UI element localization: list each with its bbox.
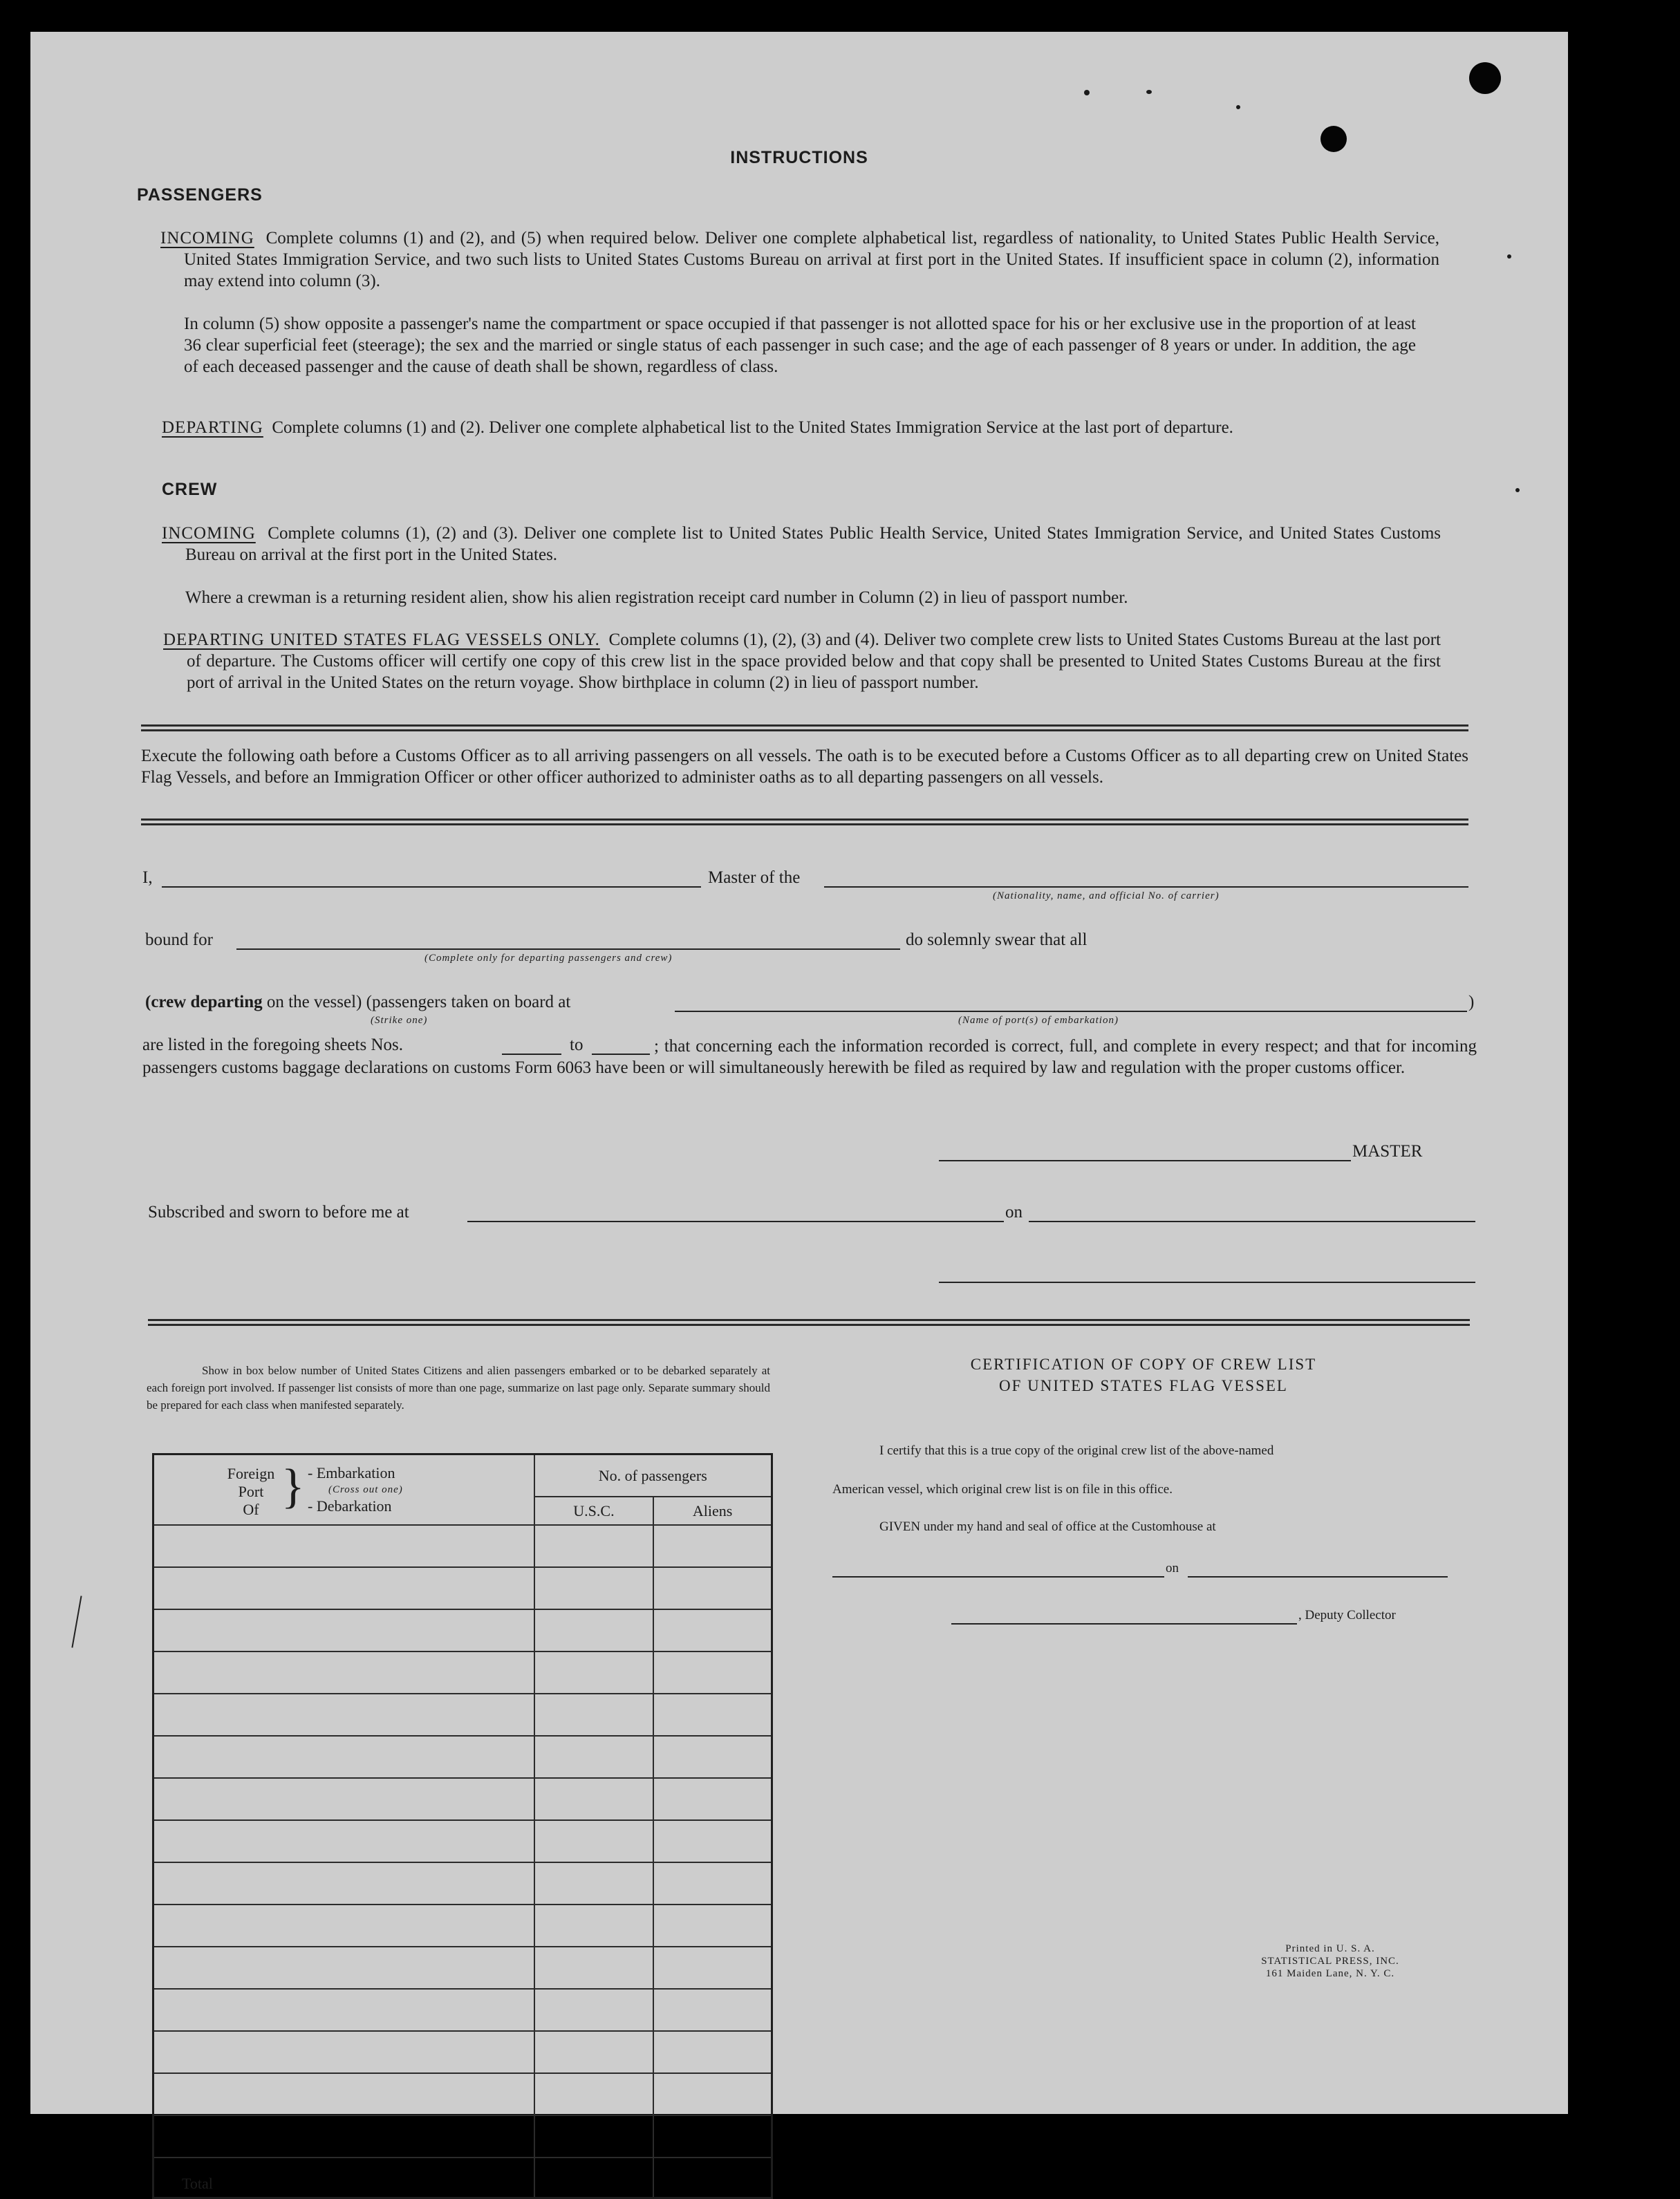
- passengers-incoming-lead: INCOMING: [160, 229, 254, 247]
- crew-incoming-paragraph: [162, 523, 1441, 565]
- summary-row: [153, 1947, 772, 1989]
- document-page: [30, 32, 1568, 2192]
- embarkation-label: - Embarkation: [308, 1464, 395, 1481]
- passengers-incoming-column5-paragraph: In column (5) show opposite a passenger's name the compartment or space occupied if that passenger is not allotted space for his or her exclusive use in the proportion of at least 36 clear superficial feet (steerage); the sex and the married or single status of each passenger in such case; and the age of each passenger of 8 years or under. In addition, the age of each deceased passenger and the cause of death shall be shown, regardless of class.: [184, 315, 1416, 376]
- summary-port-cell[interactable]: [153, 1778, 534, 1820]
- crew-departing-paragraph: [163, 629, 1441, 693]
- summary-usc-cell[interactable]: [534, 2031, 654, 2073]
- section-divider: [141, 724, 1468, 731]
- summary-row: [153, 1905, 772, 1947]
- summary-row: [153, 1778, 772, 1820]
- summary-usc-cell[interactable]: [534, 1778, 654, 1820]
- certification-heading-line1: CERTIFICATION OF COPY OF CREW LIST: [970, 1356, 1317, 1373]
- summary-port-cell[interactable]: [153, 2115, 534, 2158]
- summary-aliens-cell[interactable]: [653, 1778, 772, 1820]
- certification-line3: GIVEN under my hand and seal of office at the Customhouse at: [879, 1519, 1216, 1534]
- summary-aliens-cell[interactable]: [653, 1525, 772, 1567]
- summary-port-cell[interactable]: [153, 1736, 534, 1778]
- passengers-departing-lead: DEPARTING: [162, 418, 263, 437]
- summary-row: [153, 1694, 772, 1736]
- summary-usc-cell[interactable]: [534, 1989, 654, 2031]
- summary-aliens-cell[interactable]: [653, 2031, 772, 2073]
- summary-row: [153, 1525, 772, 1567]
- crew-departing-text: Complete columns (1), (2), (3) and (4). Deliver two complete crew lists to United States Customs Bureau at the last port of departure. The Customs officer will certify one copy of this crew list in the space provided below and that copy shall be presented to United States Customs Bureau at the first port of arrival in the United States on the return voyage. Show birthplace in column (2) in lieu of passport number.: [187, 630, 1441, 692]
- to-label: to: [570, 1036, 584, 1054]
- port-caption: (Name of port(s) of embarkation): [958, 1015, 1119, 1026]
- passengers-heading: PASSENGERS: [137, 185, 263, 205]
- summary-row: [153, 2073, 772, 2115]
- aliens-header: Aliens: [653, 1497, 772, 1525]
- strike-one-caption: (Strike one): [371, 1015, 428, 1026]
- summary-port-cell[interactable]: [153, 1862, 534, 1905]
- port-label: Port: [238, 1483, 264, 1500]
- carrier-field[interactable]: [824, 886, 1468, 888]
- bound-for-caption: (Complete only for departing passengers and crew): [424, 953, 673, 964]
- subscribed-label: Subscribed and sworn to before me at: [148, 1203, 409, 1222]
- certification-line2: American vessel, which original crew list is on file in this office.: [832, 1482, 1173, 1497]
- summary-usc-cell[interactable]: [534, 1736, 654, 1778]
- embarkation-port-field[interactable]: [675, 1011, 1467, 1012]
- of-label: Of: [243, 1501, 259, 1518]
- summary-port-cell[interactable]: [153, 2031, 534, 2073]
- printer-imprint: [1220, 1943, 1441, 1980]
- summary-port-cell[interactable]: [153, 1694, 534, 1736]
- ink-speck: [1236, 105, 1240, 109]
- summary-port-cell[interactable]: [153, 1525, 534, 1567]
- passengers-incoming-paragraph: [160, 227, 1439, 292]
- printer-line1: Printed in U. S. A.: [1285, 1943, 1375, 1954]
- summary-usc-cell[interactable]: [534, 1651, 654, 1694]
- master-signature-field[interactable]: [939, 1160, 1351, 1161]
- section-divider: [141, 818, 1468, 825]
- summary-row: [153, 2115, 772, 2158]
- sworn-place-field[interactable]: [467, 1221, 1004, 1222]
- bound-for-field[interactable]: [236, 948, 900, 950]
- passenger-summary-table: [152, 1453, 773, 2199]
- summary-aliens-cell[interactable]: [653, 1820, 772, 1862]
- foreign-label: Foreign: [227, 1465, 275, 1482]
- summary-port-cell[interactable]: [153, 1651, 534, 1694]
- ink-speck: [1146, 90, 1152, 94]
- ink-speck: [1084, 90, 1090, 95]
- summary-aliens-cell[interactable]: [653, 1609, 772, 1651]
- summary-usc-cell[interactable]: [534, 2115, 654, 2158]
- summary-total-row: [153, 2158, 772, 2198]
- summary-usc-cell[interactable]: [534, 2073, 654, 2115]
- summary-port-cell[interactable]: [153, 1989, 534, 2031]
- summary-row: [153, 1820, 772, 1862]
- passengers-departing-text: Complete columns (1) and (2). Deliver one complete alphabetical list to the United States Immigration Service at the last port of departure.: [272, 418, 1233, 437]
- summary-port-cell[interactable]: [153, 1905, 534, 1947]
- crew-incoming-alien-paragraph: Where a crewman is a returning resident alien, show his alien registration receipt card number in Column (2) in lieu of passport number.: [185, 588, 1128, 607]
- crew-passengers-line: [145, 993, 570, 1012]
- oath-rest-paragraph: ; that concerning each the information recorded is correct, full, and complete in every respect; and that for incoming passengers customs baggage declarations on customs Form 6063 have been or will simultaneously herewith be filed as required by law and regulation with the proper customs officer.: [142, 1037, 1477, 1077]
- oath-instruction-paragraph: Execute the following oath before a Customs Officer as to all arriving passengers on all vessels. The oath is to be executed before a Customs Officer as to all departing crew on United States Flag Vessels, and before an Immigration Officer or other officer authorized to administer oaths as to all departing passengers on all vessels.: [141, 747, 1468, 787]
- summary-usc-cell[interactable]: [534, 1820, 654, 1862]
- passengers-taken-label: (passengers taken on board at: [366, 993, 571, 1011]
- on-vessel-label: on the vessel): [266, 993, 362, 1011]
- debarkation-label: - Debarkation: [308, 1497, 392, 1515]
- summary-aliens-cell[interactable]: [653, 1862, 772, 1905]
- summary-row: [153, 1567, 772, 1609]
- crew-incoming-text: Complete columns (1), (2) and (3). Deliver one complete list to United States Public Health Service, United States Immigration Service, and United States Customs Bureau on arrival at the first port in the United States.: [185, 524, 1441, 564]
- no-passengers-header: No. of passengers: [534, 1454, 772, 1497]
- pen-mark: [71, 1596, 82, 1647]
- summary-usc-cell[interactable]: [534, 1905, 654, 1947]
- ink-speck: [1507, 254, 1511, 259]
- summary-port-cell[interactable]: [153, 1820, 534, 1862]
- close-paren: ): [1468, 993, 1475, 1011]
- summary-aliens-cell[interactable]: [653, 1989, 772, 2031]
- summary-port-cell[interactable]: [153, 1947, 534, 1989]
- page-title: INSTRUCTIONS: [730, 148, 868, 167]
- summary-aliens-cell[interactable]: [653, 1651, 772, 1694]
- foreign-port-header: [153, 1454, 534, 1526]
- certification-date-field[interactable]: [1188, 1576, 1448, 1578]
- deputy-collector-label: , Deputy Collector: [1298, 1608, 1396, 1622]
- cross-out-caption: (Cross out one): [328, 1484, 403, 1495]
- summary-instruction: Show in box below number of United States Citizens and alien passengers embarked or to be debarked separately at each foreign port involved. If passenger list consists of more than one page, summarize on last page only. Separate summary should be prepared for each class when manifested separately.: [147, 1364, 770, 1412]
- summary-row: [153, 1609, 772, 1651]
- total-label: Total: [153, 2158, 534, 2198]
- swear-label: do solemnly swear that all: [906, 930, 1088, 949]
- deputy-signature-field[interactable]: [951, 1623, 1297, 1625]
- crew-departing-label: (crew departing: [145, 993, 263, 1011]
- bound-for-label: bound for: [145, 930, 213, 949]
- certification-heading: [832, 1354, 1455, 1396]
- summary-aliens-cell[interactable]: [653, 2115, 772, 2158]
- sworn-date-field[interactable]: [1029, 1221, 1475, 1222]
- summary-aliens-cell[interactable]: [653, 2073, 772, 2115]
- certification-line1: I certify that this is a true copy of the original crew list of the above-named: [879, 1443, 1274, 1458]
- punch-hole: [1469, 62, 1501, 94]
- summary-port-cell[interactable]: [153, 2073, 534, 2115]
- oath-i-label: I,: [142, 868, 153, 887]
- summary-usc-cell[interactable]: [534, 1862, 654, 1905]
- brace-glyph: }: [281, 1460, 305, 1513]
- total-aliens-cell[interactable]: [653, 2158, 772, 2198]
- officer-signature-field[interactable]: [939, 1282, 1475, 1283]
- summary-usc-cell[interactable]: [534, 1694, 654, 1736]
- summary-body: [153, 1525, 772, 2158]
- summary-usc-cell[interactable]: [534, 1609, 654, 1651]
- passengers-departing-paragraph: [162, 417, 1439, 438]
- summary-header-row: [153, 1454, 772, 1497]
- total-usc-cell[interactable]: [534, 2158, 654, 2198]
- summary-aliens-cell[interactable]: [653, 1567, 772, 1609]
- summary-row: [153, 1989, 772, 2031]
- summary-aliens-cell[interactable]: [653, 1736, 772, 1778]
- crew-incoming-lead: INCOMING: [162, 524, 256, 543]
- printer-line3: 161 Maiden Lane, N. Y. C.: [1265, 1968, 1395, 1979]
- passengers-incoming-text: Complete columns (1) and (2), and (5) when required below. Deliver one complete alphabetical list, regardless of nationality, to United States Public Health Service, United States Immigration Service, and two such lists to United States Customs Bureau on arrival at first port in the United States. If insufficient space in column (2), information may extend into column (3).: [184, 229, 1440, 290]
- section-divider: [148, 1319, 1470, 1326]
- certification-on-label: on: [1166, 1561, 1179, 1575]
- master-label: MASTER: [1352, 1142, 1423, 1161]
- summary-row: [153, 2031, 772, 2073]
- summary-aliens-cell[interactable]: [653, 1905, 772, 1947]
- summary-usc-cell[interactable]: [534, 1525, 654, 1567]
- summary-port-cell[interactable]: [153, 1609, 534, 1651]
- carrier-caption: (Nationality, name, and official No. of carrier): [993, 890, 1220, 901]
- summary-port-cell[interactable]: [153, 1567, 534, 1609]
- listed-label: are listed in the foregoing sheets Nos.: [142, 1036, 403, 1054]
- crew-departing-lead: DEPARTING UNITED STATES FLAG VESSELS ONLY.: [163, 630, 600, 649]
- certification-heading-line2: OF UNITED STATES FLAG VESSEL: [999, 1377, 1288, 1394]
- summary-row: [153, 1862, 772, 1905]
- master-of-label: Master of the: [708, 868, 801, 887]
- ink-speck: [1515, 488, 1520, 492]
- summary-usc-cell[interactable]: [534, 1567, 654, 1609]
- summary-row: [153, 1736, 772, 1778]
- printer-line2: STATISTICAL PRESS, INC.: [1261, 1956, 1399, 1967]
- usc-header: U.S.C.: [534, 1497, 654, 1525]
- summary-row: [153, 1651, 772, 1694]
- crew-heading: CREW: [162, 480, 218, 499]
- customhouse-field[interactable]: [832, 1576, 1164, 1578]
- sworn-on-label: on: [1005, 1203, 1023, 1222]
- summary-aliens-cell[interactable]: [653, 1947, 772, 1989]
- master-name-field[interactable]: [162, 886, 701, 888]
- summary-aliens-cell[interactable]: [653, 1694, 772, 1736]
- summary-usc-cell[interactable]: [534, 1947, 654, 1989]
